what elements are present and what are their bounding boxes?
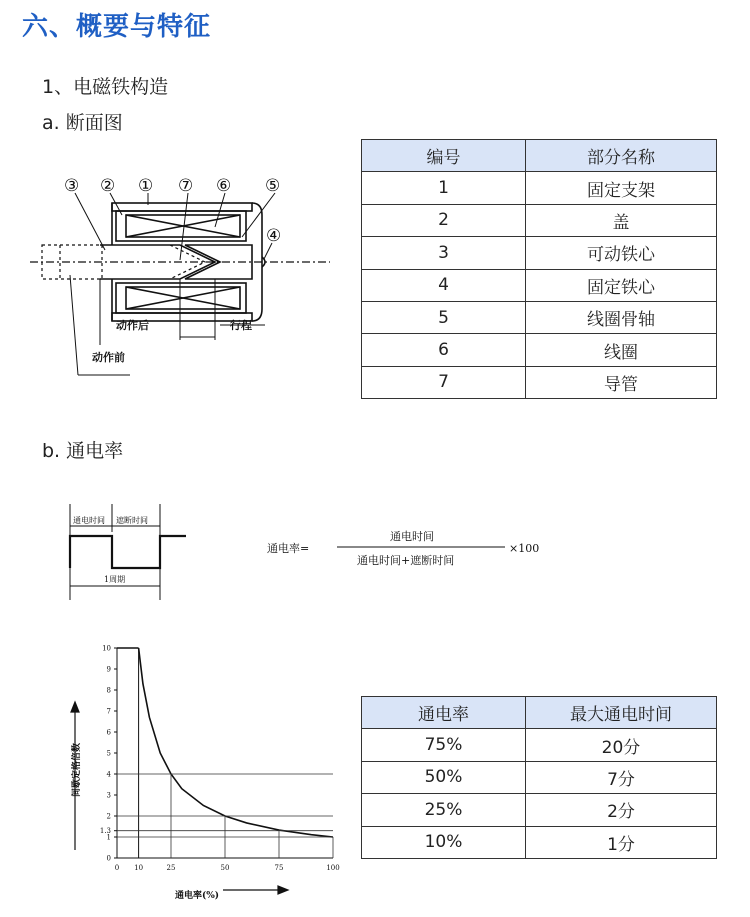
formula-multiplier: ×100 (509, 542, 540, 555)
label-before-action: 动作前 (92, 351, 125, 364)
callout-6: ⑥ (216, 176, 232, 196)
y-tick-label: 8 (106, 686, 111, 695)
x-tick-label: 25 (166, 864, 176, 872)
cell: 固定支架 (526, 172, 717, 204)
cell: 2 (362, 204, 526, 236)
section-title-cross-section: a. 断面图 (42, 112, 123, 134)
section-title-duty-cycle: b. 通电率 (42, 440, 124, 462)
cell: 4 (362, 269, 526, 301)
table-row (362, 204, 717, 236)
x-tick-label: 0 (114, 864, 120, 872)
y-tick-label: 7 (106, 707, 111, 716)
cell: 6 (362, 334, 526, 366)
label-stroke: 行程 (230, 319, 252, 332)
table-row (362, 729, 717, 761)
cell: 50% (362, 761, 526, 793)
formula-left: 通电率= (267, 542, 310, 555)
cell: 5 (362, 301, 526, 333)
cell: 可动铁心 (526, 237, 717, 269)
y-tick-label: 1.3 (99, 827, 111, 836)
table-row (362, 334, 717, 366)
cell: 固定铁心 (526, 269, 717, 301)
cell: 盖 (526, 204, 717, 236)
series-line (139, 648, 333, 837)
cell: 7 (362, 366, 526, 398)
y-tick-label: 10 (102, 644, 111, 653)
cell: 25% (362, 794, 526, 826)
y-tick-label: 3 (106, 791, 111, 800)
callout-7: ⑦ (178, 176, 194, 196)
waveform-period: 1周期 (104, 575, 126, 584)
parts-table (361, 139, 717, 399)
label-after-action: 动作后 (116, 319, 149, 332)
x-tick-label: 75 (274, 864, 284, 872)
table-row (362, 826, 717, 858)
callout-4: ④ (266, 226, 282, 246)
section-title-structure: 1、电磁铁构造 (42, 76, 169, 98)
y-axis-label: 间歇定格倍数 (72, 742, 82, 798)
duty-time-table (361, 696, 717, 859)
cell: 1分 (526, 826, 717, 858)
table-row (362, 301, 717, 333)
parts-header-name: 部分名称 (526, 140, 717, 172)
cell: 导管 (526, 366, 717, 398)
formula-numerator: 通电时间 (390, 530, 434, 543)
duty-cycle-waveform (62, 502, 202, 602)
callout-1: ① (138, 176, 154, 196)
y-tick-label: 6 (106, 728, 111, 737)
duty-header-max-time: 最大通电时间 (526, 697, 717, 729)
cell: 线圈 (526, 334, 717, 366)
callout-2: ② (100, 176, 116, 196)
parts-header-number: 编号 (362, 140, 526, 172)
y-tick-label: 4 (106, 770, 111, 779)
duty-cycle-formula (265, 526, 555, 572)
x-tick-label: 10 (134, 864, 144, 872)
callout-5: ⑤ (265, 176, 281, 196)
x-tick-label: 100 (326, 864, 340, 872)
table-row (362, 172, 717, 204)
x-tick-label: 50 (220, 864, 230, 872)
cell: 2分 (526, 794, 717, 826)
cell: 7分 (526, 761, 717, 793)
cell: 线圈骨轴 (526, 301, 717, 333)
page-heading: 六、概要与特征 (22, 12, 212, 42)
table-row (362, 237, 717, 269)
y-tick-label: 0 (106, 854, 111, 863)
cell: 20分 (526, 729, 717, 761)
y-tick-label: 5 (106, 749, 111, 758)
y-tick-label: 2 (106, 812, 111, 821)
table-row (362, 794, 717, 826)
cell: 1 (362, 172, 526, 204)
duty-header-rate: 通电率 (362, 697, 526, 729)
cell: 10% (362, 826, 526, 858)
y-tick-label: 9 (106, 665, 111, 674)
duty-cycle-chart (65, 640, 355, 905)
table-row (362, 269, 717, 301)
cell: 3 (362, 237, 526, 269)
cell: 75% (362, 729, 526, 761)
waveform-on-time: 通电时间 (73, 516, 105, 525)
formula-denominator: 通电时间+遮断时间 (357, 554, 455, 567)
solenoid-cross-section-diagram (30, 165, 330, 385)
table-row (362, 366, 717, 398)
table-row (362, 761, 717, 793)
y-tick-label: 1 (106, 833, 111, 842)
x-axis-label: 通电率(%) (175, 891, 220, 901)
callout-3: ③ (64, 176, 80, 196)
waveform-off-time: 遮断时间 (116, 516, 148, 525)
